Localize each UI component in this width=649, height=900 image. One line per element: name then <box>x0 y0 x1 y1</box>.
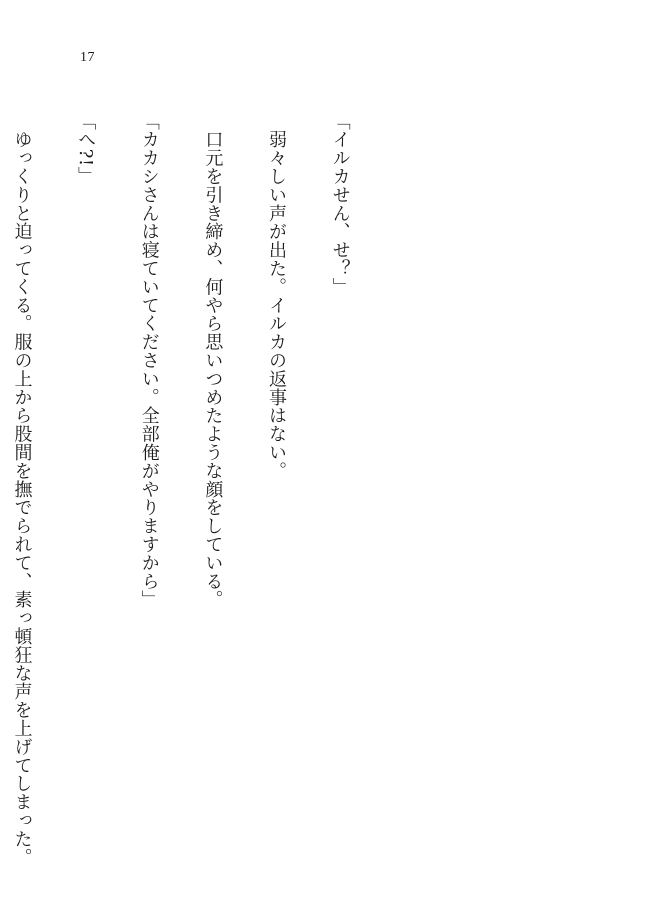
text-line: 「イルカせん、せ？」 <box>329 112 351 296</box>
text-line: 弱々しい声が出た。イルカの返事はない。 <box>265 112 287 480</box>
page-number: 17 <box>80 50 95 65</box>
text-line: ゆっくりと迫ってくる。服の上から股間を撫でられて、素っ頓狂な声を上げてしまった。 <box>11 112 33 867</box>
text-line: 「カカシさんは寝ていてください。全部俺がやりますから」 <box>138 112 160 609</box>
text-line: 口元を引き締め、何やら思いつめたような顔をしている。 <box>202 112 224 609</box>
text-line: 「へ?!」 <box>75 112 97 185</box>
vertical-text-body <box>0 112 393 867</box>
